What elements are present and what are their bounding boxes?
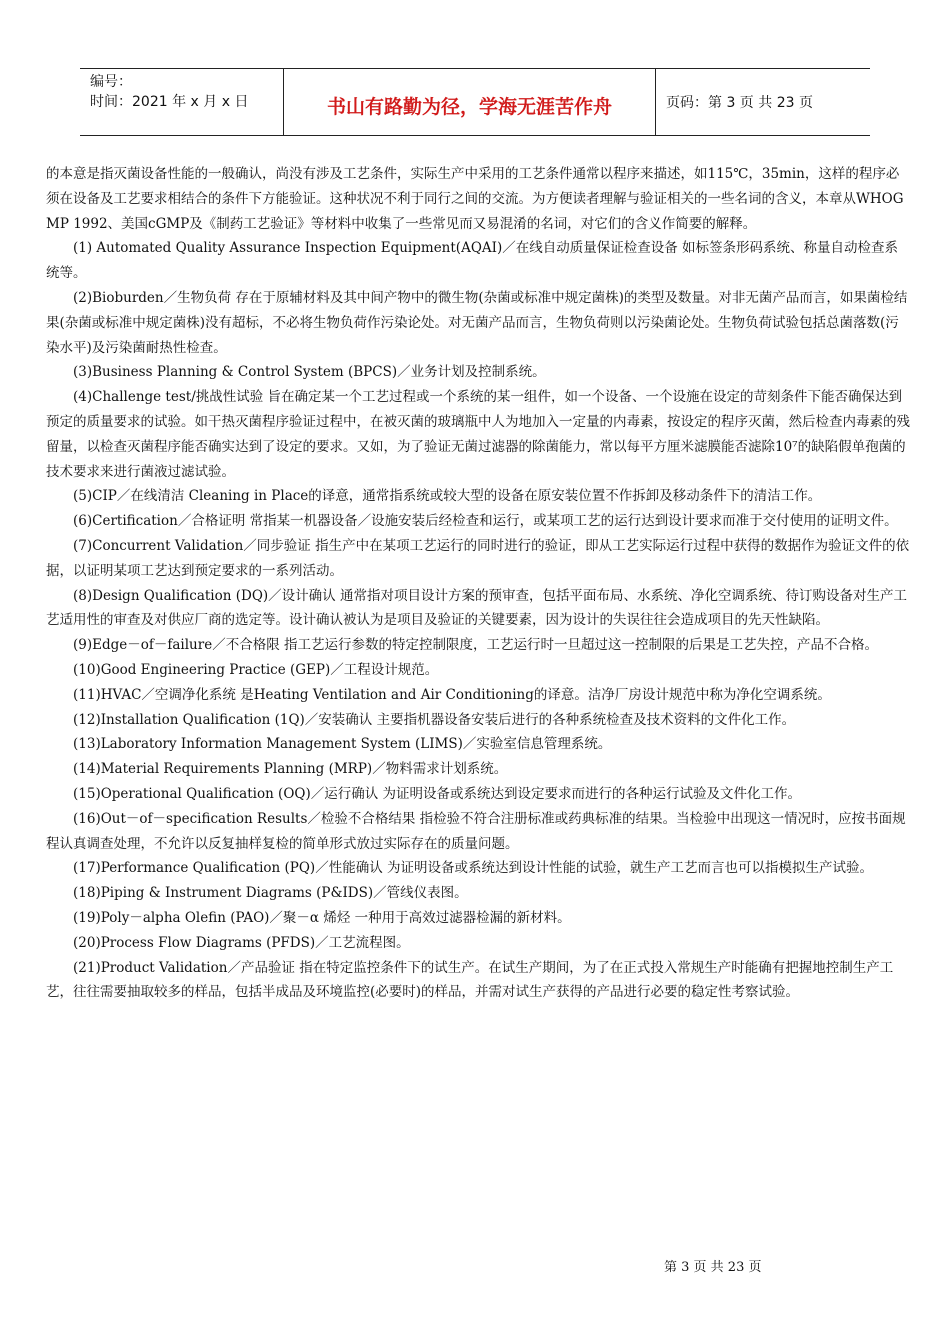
paragraph: (14)Material Requirements Planning (MRP)／物料需求计划系统。 xyxy=(73,761,508,778)
paragraph: (2)Bioburden／生物负荷 存在于原辅材料及其中间产物中的微生物(杂菌或标准中规定菌株)的类型及数量。对非无菌产品而言，如果菌检结果(杂菌或标准中规定菌株)没有超标，不必将生物负荷作污染论处。对无菌产品而言，生物负荷则以污染菌论处。生物负荷试验包括总菌落数(污染水平)及污染菌耐热性检查。 xyxy=(46,289,908,356)
paragraph: (13)Laboratory Information Management System (LIMS)／实验室信息管理系统。 xyxy=(73,736,612,753)
paragraph: (7)Concurrent Validation／同步验证 指生产中在某项工艺运行的同时进行的验证，即从工艺实际运行过程中获得的数据作为验证文件的依据，以证明某项工艺达到预定要求的一系列活动。 xyxy=(46,537,910,579)
paragraph: 的本意是指灭菌设备性能的一般确认，尚没有涉及工艺条件，实际生产中采用的工艺条件通常以程序来描述，如115℃，35min，这样的程序必须在设备及工艺要求相结合的条件下方能验证。这种状况不利于同行之间的交流。为方便读者理解与验证相关的一些名词的含义，本章从WHOGMP 1992、美国cGMP及《制药工艺验证》等材料中收集了一些常见而又易混淆的名词，对它们的含义作简要的解释。 xyxy=(46,166,904,232)
paragraph: (5)CIP／在线清洁 Cleaning in Place的译意，通常指系统或较大型的设备在原安装位置不作拆卸及移动条件下的清洁工作。 xyxy=(73,488,822,505)
paragraph: (4)Challenge test/挑战性试验 旨在确定某一个工艺过程或一个系统的某一组件，如一个设备、一个设施在设定的苛刻条件下能否确保达到预定的质量要求的试验。如干热灭菌程序验证过程中，在被灭菌的玻璃瓶中人为地加入一定量的内毒素，按设定的程序灭菌，然后检查内毒素的残留量，以检查灭菌程序能否确实达到了设定的要求。又如，为了验证无菌过滤器的除菌能力，常以每平方厘米滤膜能否滤除10⁷的缺陷假单孢菌的技术要求来进行菌液过滤试验。 xyxy=(46,389,910,480)
paragraph: (16)Out－of－specification Results／检验不合格结果 指检验不符合注册标准或药典标准的结果。当检验中出现这一情况时，应按书面规程认真调查处理，不允许以反复抽样复检的简单形式放过实际存在的质量问题。 xyxy=(46,810,906,852)
paragraph: (8)Design Qualification (DQ)／设计确认 通常指对项目设计方案的预审查，包括平面布局、水系统、净化空调系统、待订购设备对生产工艺适用性的审查及对供应厂商的选定等。设计确认被认为是项目及验证的关键要素，因为设计的失误往往会造成项目的先天性缺陷。 xyxy=(46,587,907,629)
paragraph: (6)Certification／合格证明 常指某一机器设备／设施安装后经检查和运行，或某项工艺的运行达到设计要求而准于交付使用的证明文件。 xyxy=(73,513,898,530)
paragraph: (18)Piping & Instrument Diagrams (P&IDS)／管线仪表图。 xyxy=(73,885,468,902)
paragraph: (19)Poly－alpha Olefin (PAO)／聚－α 烯烃 一种用于高效过滤器检漏的新材料。 xyxy=(73,909,571,926)
paragraph: (11)HVAC／空调净化系统 是Heating Ventilation and Air Conditioning的译意。洁净厂房设计规范中称为净化空调系统。 xyxy=(73,686,831,703)
paragraph: (21)Product Validation／产品验证 指在特定监控条件下的试生产。在试生产期间，为了在正式投入常规生产时能确有把握地控制生产工艺，往往需要抽取较多的样品，包括半成品及环境监控(必要时)的样品，并需对试生产获得的产品进行必要的稳定性考察试验。 xyxy=(46,959,894,1001)
paragraph: (17)Performance Qualification (PQ)／性能确认 为证明设备或系统达到设计性能的试验，就生产工艺而言也可以指模拟生产试验。 xyxy=(73,860,873,877)
paragraph: (10)Good Engineering Practice (GEP)／工程设计规范。 xyxy=(73,661,439,678)
paragraph: (15)Operational Qualification (OQ)／运行确认 为证明设备或系统达到设定要求而进行的各种运行试验及文件化工作。 xyxy=(73,785,802,802)
paragraph: (1) Automated Quality Assurance Inspection Equipment(AQAI)／在线自动质量保证检查设备 如标签条形码系统、称量自动检查系统等。 xyxy=(46,240,899,282)
document-date-label: 时间：2021 年 x 月 x 日 xyxy=(90,94,249,110)
paragraph: (12)Installation Qualification (1Q)／安装确认 主要指机器设备安装后进行的各种系统检查及技术资料的文件化工作。 xyxy=(73,711,796,728)
header-meta xyxy=(80,69,284,135)
page-header xyxy=(80,68,870,136)
document-body xyxy=(46,162,910,1005)
paragraph: (9)Edge－of－failure／不合格限 指工艺运行参数的特定控制限度，工艺运行时一旦超过这一控制限的后果是工艺失控，产品不合格。 xyxy=(73,637,878,654)
paragraph: (20)Process Flow Diagrams (PFDS)／工艺流程图。 xyxy=(73,934,410,951)
page-footer: 第 3 页 共 23 页 xyxy=(664,1260,762,1275)
header-motto: 书山有路勤为径，学海无涯苦作舟 xyxy=(284,69,656,135)
header-page-number: 页码：第 3 页 共 23 页 xyxy=(666,95,813,111)
document-number-label: 编号： xyxy=(90,74,132,90)
paragraph: (3)Business Planning & Control System (BPCS)／业务计划及控制系统。 xyxy=(73,364,546,381)
